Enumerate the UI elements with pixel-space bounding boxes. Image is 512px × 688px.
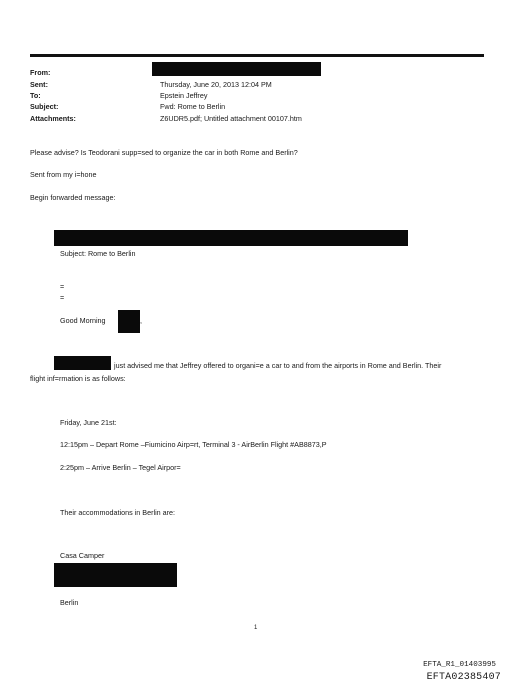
advised-line-2: flight inf=rmation is as follows:	[30, 374, 126, 383]
greeting-comma: ,	[140, 316, 142, 325]
footer-id-1: EFTA_R1_01403995	[423, 661, 496, 669]
to-value: Epstein Jeffrey	[160, 91, 208, 100]
begin-forwarded-text: Begin forwarded message:	[30, 193, 116, 202]
redaction-hotel-address	[54, 563, 177, 587]
attachments-value: Z6UDR5.pdf; Untitled attachment 00107.htm	[160, 114, 302, 123]
sent-from-text: Sent from my i=hone	[30, 170, 97, 179]
depart-line: 12:15pm – Depart Rome –Fiumicino Airp=rt, Terminal 3 - AirBerlin Flight #AB8873,P	[60, 440, 327, 449]
to-label: To:	[30, 91, 41, 100]
from-label: From:	[30, 68, 51, 77]
sent-label: Sent:	[30, 80, 48, 89]
subject-value: Fwd: Rome to Berlin	[160, 102, 226, 111]
question-text: Please advise? Is Teodorani supp=sed to organize the car in both Rome and Berlin?	[30, 148, 298, 157]
flight-date: Friday, June 21st:	[60, 418, 117, 427]
redaction-forward-header	[54, 230, 408, 246]
arrive-line: 2:25pm – Arrive Berlin – Tegel Airpor=	[60, 463, 181, 472]
sent-value: Thursday, June 20, 2013 12:04 PM	[160, 80, 272, 89]
header-rule	[30, 54, 484, 57]
redaction-from	[152, 62, 321, 76]
accommodations-text: Their accommodations in Berlin are:	[60, 508, 176, 517]
equals-1: =	[60, 282, 65, 291]
equals-2: =	[60, 293, 65, 302]
attachments-label: Attachments:	[30, 114, 76, 123]
advised-line-1: just advised me that Jeffrey offered to organi=e a car to and from the airports in Rome and Berlin. Their	[114, 361, 442, 370]
redaction-greeting-name	[118, 310, 140, 333]
page-number: 1	[254, 625, 258, 631]
subject-label: Subject:	[30, 102, 59, 111]
redaction-advisor-name	[54, 356, 111, 370]
hotel-name: Casa Camper	[60, 551, 105, 560]
footer-id-2: EFTA02385407	[426, 672, 501, 683]
greeting-text: Good Morning	[60, 316, 106, 325]
city-text: Berlin	[60, 598, 79, 607]
forwarded-subject: Subject: Rome to Berlin	[60, 249, 136, 258]
